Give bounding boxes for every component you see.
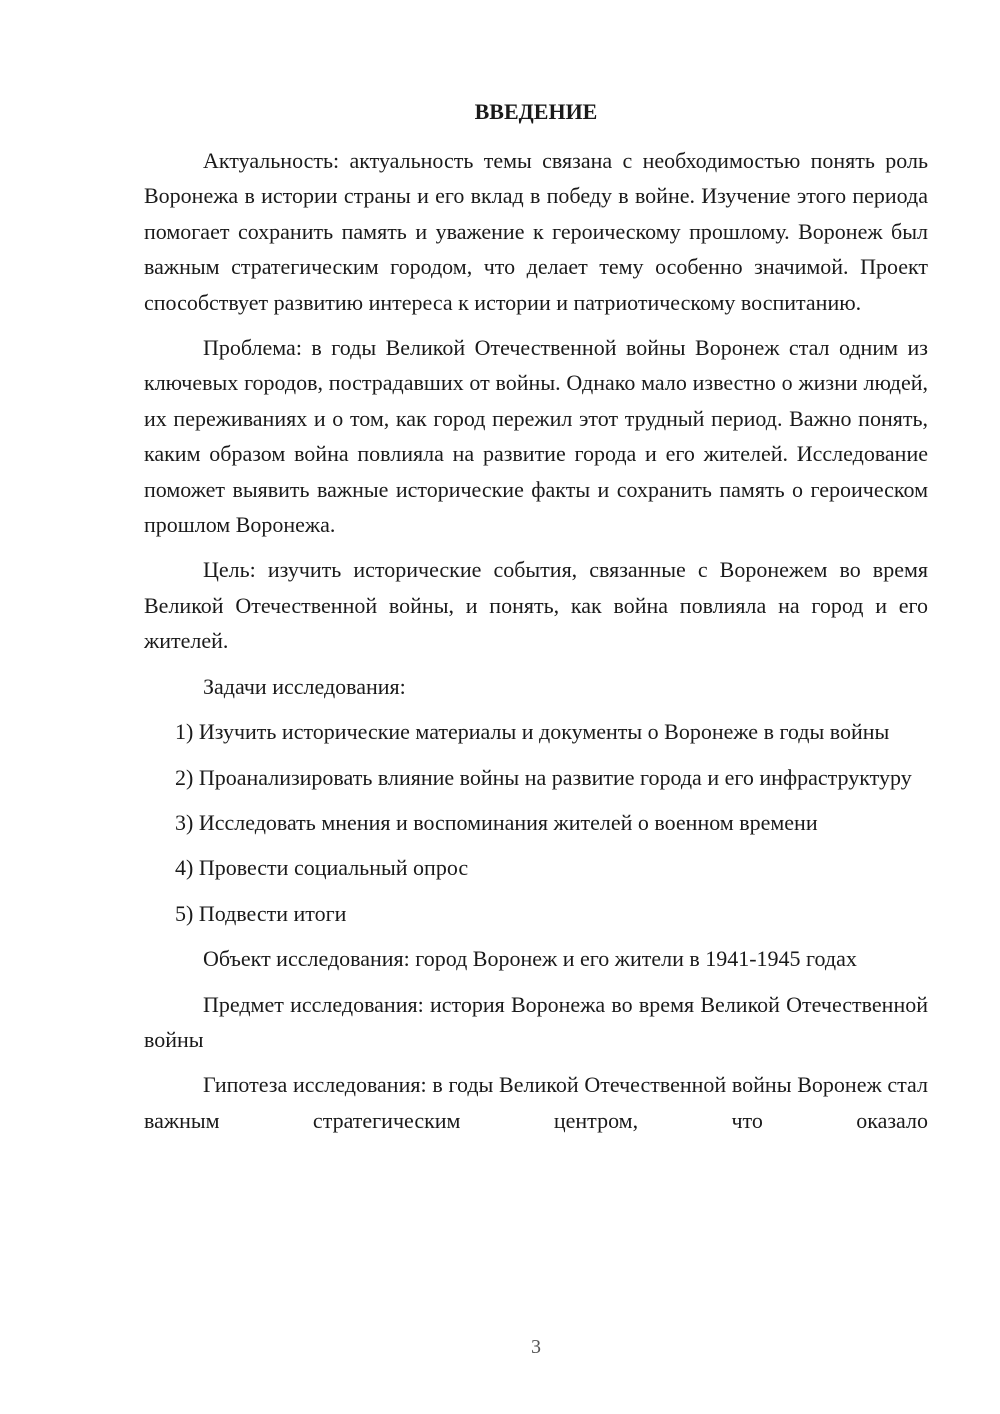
page-number: 3 [531,1336,541,1358]
section-title: ВВЕДЕНИЕ [474,99,598,124]
paragraph-problem: Проблема: в годы Великой Отечественной войны Воронеж стал одним из ключевых городов, пострадавших от войны. Однако мало известно о жизни людей, их переживаниях и о том, как город пережил этот трудный период. Важно понять, каким образом война повлияла на развитие города и его жителей. Исследование поможет выявить важные исторические факты и сохранить память о героическом прошлом Воронежа. [144,335,928,538]
paragraph-object: Объект исследования: город Воронеж и его жители в 1941-1945 годах [203,946,857,972]
paragraph-goal: Цель: изучить исторические события, связанные с Воронежем во время Великой Отечественной войны, и понять, как война повлияла на город и его жителей. [144,557,928,654]
paragraph-tasks-heading: Задачи исследования: [203,673,406,699]
paragraph-relevance: Актуальность: актуальность темы связана с необходимостью понять роль Воронежа в истории страны и его вклад в победу в войне. Изучение этого периода помогает сохранить память и уважение к героическому прошлому. Воронеж был важным стратегическим городом, что делает тему особенно значимой. Проект способствует развитию интереса к истории и патриотическому воспитанию. [144,148,928,315]
paragraph-subject: Предмет исследования: история Воронежа во время Великой Отечественной войны [144,991,928,1052]
task-item-2: 2) Проанализировать влияние войны на развитие города и его инфраструктуру [175,764,912,790]
task-item-5: 5) Подвести итоги [175,900,347,926]
task-item-4: 4) Провести социальный опрос [175,855,469,881]
task-item-3: 3) Исследовать мнения и воспоминания жителей о военном времени [175,809,818,835]
paragraph-hypothesis: Гипотеза исследования: в годы Великой Отечественной войны Воронеж стал важным стратегическим центром, что оказало [144,1072,928,1133]
document-body [144,143,928,1138]
task-item-1: 1) Изучить исторические материалы и документы о Воронеже в годы войны [175,719,890,745]
